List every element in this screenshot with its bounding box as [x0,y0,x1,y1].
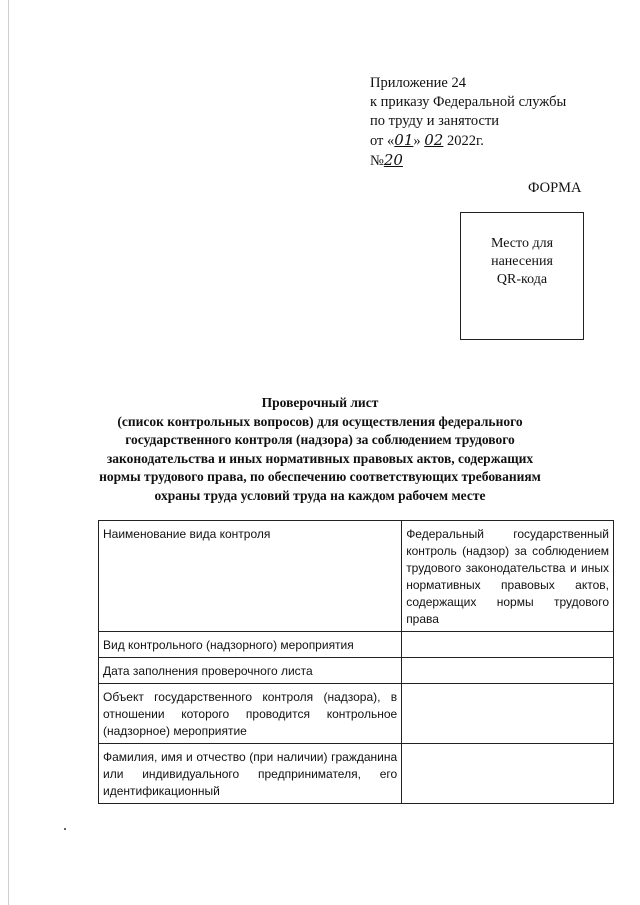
title-line-3: государственного контроля (надзора) за соблюдением трудового [125,432,515,447]
order-date: от «01» 02 2022г. [370,131,484,149]
title-line-6: охраны труда условий труда на каждом рабочем месте [154,487,486,503]
document-title [60,394,580,505]
forma-label: ФОРМА [528,180,582,196]
qr-code-placeholder [460,212,584,340]
order-number: №20 [370,151,403,169]
row-value-citizen-name[interactable] [402,744,614,804]
row-label-citizen-name: Фамилия, имя и отчество (при наличии) гражданина или индивидуального предпринимателя, его идентификационный [99,744,402,804]
title-line-2: (список контрольных вопросов) для осуществления федерального [117,413,523,429]
table-row [99,744,614,804]
order-reference: к приказу Федеральной службы [370,94,567,110]
title-line-5: нормы трудового права, по обеспечению соответствующих требованиям [99,469,541,484]
appendix-header [370,74,566,171]
date-day: 01 [394,131,414,149]
row-value-event-type[interactable] [402,632,614,658]
table-row [99,632,614,658]
order-agency: по труду и занятости [370,113,500,129]
table-row [99,658,614,684]
table-row [99,684,614,744]
appendix-number: Приложение 24 [370,75,466,91]
table-row [99,521,614,632]
date-year: 2022 [443,133,476,149]
row-value-fill-date[interactable] [402,658,614,684]
row-value-control-type: Федеральный государственный контроль (надзор) за соблюдением трудового законодательства и иных нормативных правовых актов, содержащих нормы трудового права [402,521,614,632]
row-label-fill-date: Дата заполнения проверочного листа [99,658,402,684]
qr-text-line-1: Место для [490,236,554,251]
row-label-event-type: Вид контрольного (надзорного) мероприятия [99,632,402,658]
date-month: 02 [424,131,444,149]
row-label-control-object: Объект государственного контроля (надзора), в отношении которого проводится контрольное (надзорное) мероприятие [99,684,402,744]
qr-text-line-2: нанесения [491,254,553,269]
checklist-info-table [98,520,614,804]
title-line-4: законодательства и иных нормативных правовых актов, содержащих [106,450,534,466]
page-edge-line [8,0,9,905]
title-line-1: Проверочный лист [261,395,379,410]
row-label-control-type: Наименование вида контроля [99,521,402,632]
order-number-value: 20 [383,151,403,169]
row-value-control-object[interactable] [402,684,614,744]
qr-text-line-3: QR-кода [496,272,548,287]
scan-speck [64,828,66,830]
